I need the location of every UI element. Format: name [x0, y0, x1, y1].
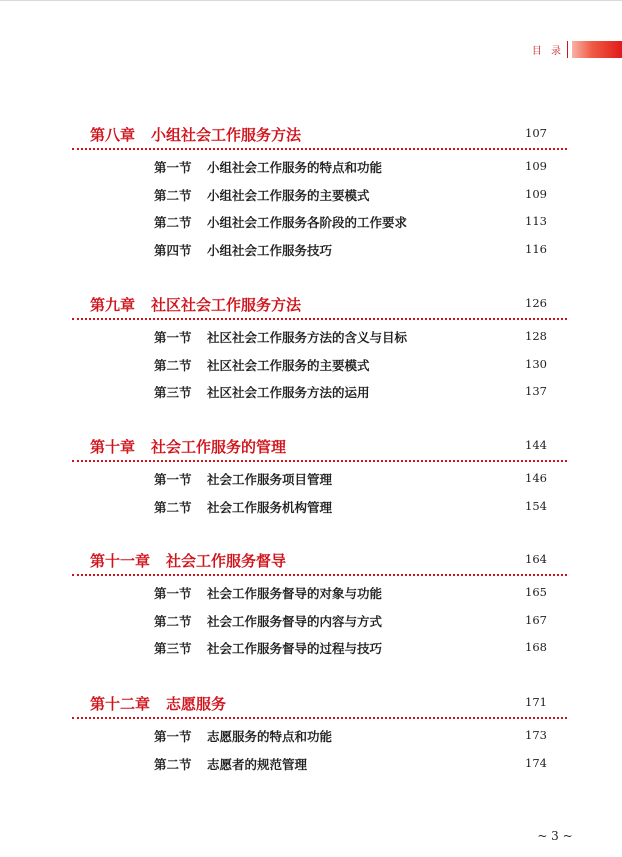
section-page-number: 128 — [525, 329, 547, 343]
chapter-heading[interactable] — [0, 693, 622, 719]
dotted-divider — [72, 148, 567, 150]
section-label: 第一节 — [154, 330, 192, 345]
chapter-8 — [0, 124, 622, 260]
section-title: 社会工作服务督导的过程与技巧 — [207, 641, 383, 656]
section-label: 第二节 — [154, 215, 192, 230]
chapter-9 — [0, 294, 622, 403]
section-list — [0, 727, 622, 782]
chapter-label: 第十一章 — [90, 552, 151, 570]
section-entry[interactable] — [0, 755, 622, 783]
chapter-page-number: 107 — [525, 126, 547, 140]
section-entry[interactable] — [0, 213, 622, 241]
chapter-title: 志愿服务 — [166, 695, 227, 713]
section-page-number: 109 — [525, 159, 547, 173]
section-page-number: 165 — [525, 585, 547, 599]
section-entry[interactable] — [0, 727, 622, 755]
section-title: 社会工作服务督导的对象与功能 — [207, 586, 383, 601]
chapter-page-number: 126 — [525, 296, 547, 310]
section-entry[interactable] — [0, 383, 622, 411]
chapter-page-number: 144 — [525, 438, 547, 452]
chapter-heading[interactable] — [0, 294, 622, 320]
section-list — [0, 470, 622, 525]
section-title: 小组社会工作服务技巧 — [207, 242, 333, 258]
section-label: 第二节 — [154, 187, 192, 203]
section-list — [0, 158, 622, 268]
section-title: 志愿者的规范管理 — [207, 756, 308, 772]
footer-page-number: ~ 3 ~ — [537, 829, 573, 843]
section-label: 第四节 — [154, 242, 192, 258]
chapter-title: 社会工作服务督导 — [166, 552, 287, 570]
section-label: 第三节 — [154, 641, 192, 656]
section-title: 小组社会工作服务各阶段的工作要求 — [207, 215, 408, 230]
chapter-heading[interactable] — [0, 436, 622, 462]
header-divider — [567, 41, 568, 58]
chapter-label: 第十章 — [90, 438, 136, 456]
section-title: 社会工作服务督导的内容与方式 — [207, 613, 383, 629]
section-page-number: 137 — [525, 384, 547, 398]
section-entry[interactable] — [0, 241, 622, 269]
section-page-number: 174 — [525, 755, 547, 770]
header-accent-bar — [572, 41, 622, 58]
section-title: 社会工作服务机构管理 — [207, 499, 333, 515]
section-entry[interactable] — [0, 584, 622, 612]
chapter-title: 社区社会工作服务方法 — [151, 296, 302, 314]
dotted-divider — [72, 574, 567, 576]
section-page-number: 167 — [525, 612, 547, 627]
section-title: 小组社会工作服务的特点和功能 — [207, 160, 383, 175]
section-list — [0, 584, 622, 667]
chapter-title: 社会工作服务的管理 — [151, 438, 287, 456]
section-title: 社区社会工作服务的主要模式 — [207, 357, 370, 373]
chapter-title: 小组社会工作服务方法 — [151, 126, 302, 144]
chapter-label: 第九章 — [90, 296, 136, 314]
chapter-11 — [0, 550, 622, 659]
section-page-number: 109 — [525, 186, 547, 201]
chapter-12 — [0, 693, 622, 774]
section-label: 第三节 — [154, 385, 192, 400]
section-page-number: 113 — [525, 214, 547, 228]
dotted-divider — [72, 318, 567, 320]
section-page-number: 146 — [525, 471, 547, 485]
section-page-number: 154 — [525, 498, 547, 513]
section-page-number: 168 — [525, 640, 547, 654]
section-entry[interactable] — [0, 498, 622, 526]
section-entry[interactable] — [0, 639, 622, 667]
section-title: 社区社会工作服务方法的运用 — [207, 385, 370, 400]
chapter-heading[interactable] — [0, 550, 622, 576]
section-title: 社区社会工作服务方法的含义与目标 — [207, 330, 408, 345]
section-entry[interactable] — [0, 470, 622, 498]
section-title: 小组社会工作服务的主要模式 — [207, 187, 370, 203]
section-entry[interactable] — [0, 356, 622, 384]
section-entry[interactable] — [0, 158, 622, 186]
section-label: 第一节 — [154, 729, 192, 744]
chapter-page-number: 164 — [525, 552, 547, 566]
section-label: 第二节 — [154, 613, 192, 629]
section-label: 第一节 — [154, 472, 192, 487]
dotted-divider — [72, 717, 567, 719]
header-label: 目 录 — [531, 46, 564, 57]
section-label: 第二节 — [154, 499, 192, 515]
section-title: 社会工作服务项目管理 — [207, 472, 333, 487]
chapter-10 — [0, 436, 622, 517]
chapter-heading[interactable] — [0, 124, 622, 150]
chapter-label: 第八章 — [90, 126, 136, 144]
section-label: 第二节 — [154, 357, 192, 373]
section-page-number: 116 — [525, 241, 547, 256]
section-title: 志愿服务的特点和功能 — [207, 729, 333, 744]
chapter-label: 第十二章 — [90, 695, 151, 713]
dotted-divider — [72, 460, 567, 462]
chapter-page-number: 171 — [525, 695, 547, 709]
section-label: 第一节 — [154, 586, 192, 601]
section-label: 第二节 — [154, 756, 192, 772]
section-entry[interactable] — [0, 328, 622, 356]
section-label: 第一节 — [154, 160, 192, 175]
section-page-number: 173 — [525, 728, 547, 742]
top-rule — [0, 0, 622, 1]
section-page-number: 130 — [525, 356, 547, 371]
section-list — [0, 328, 622, 411]
section-entry[interactable] — [0, 612, 622, 640]
section-entry[interactable] — [0, 186, 622, 214]
